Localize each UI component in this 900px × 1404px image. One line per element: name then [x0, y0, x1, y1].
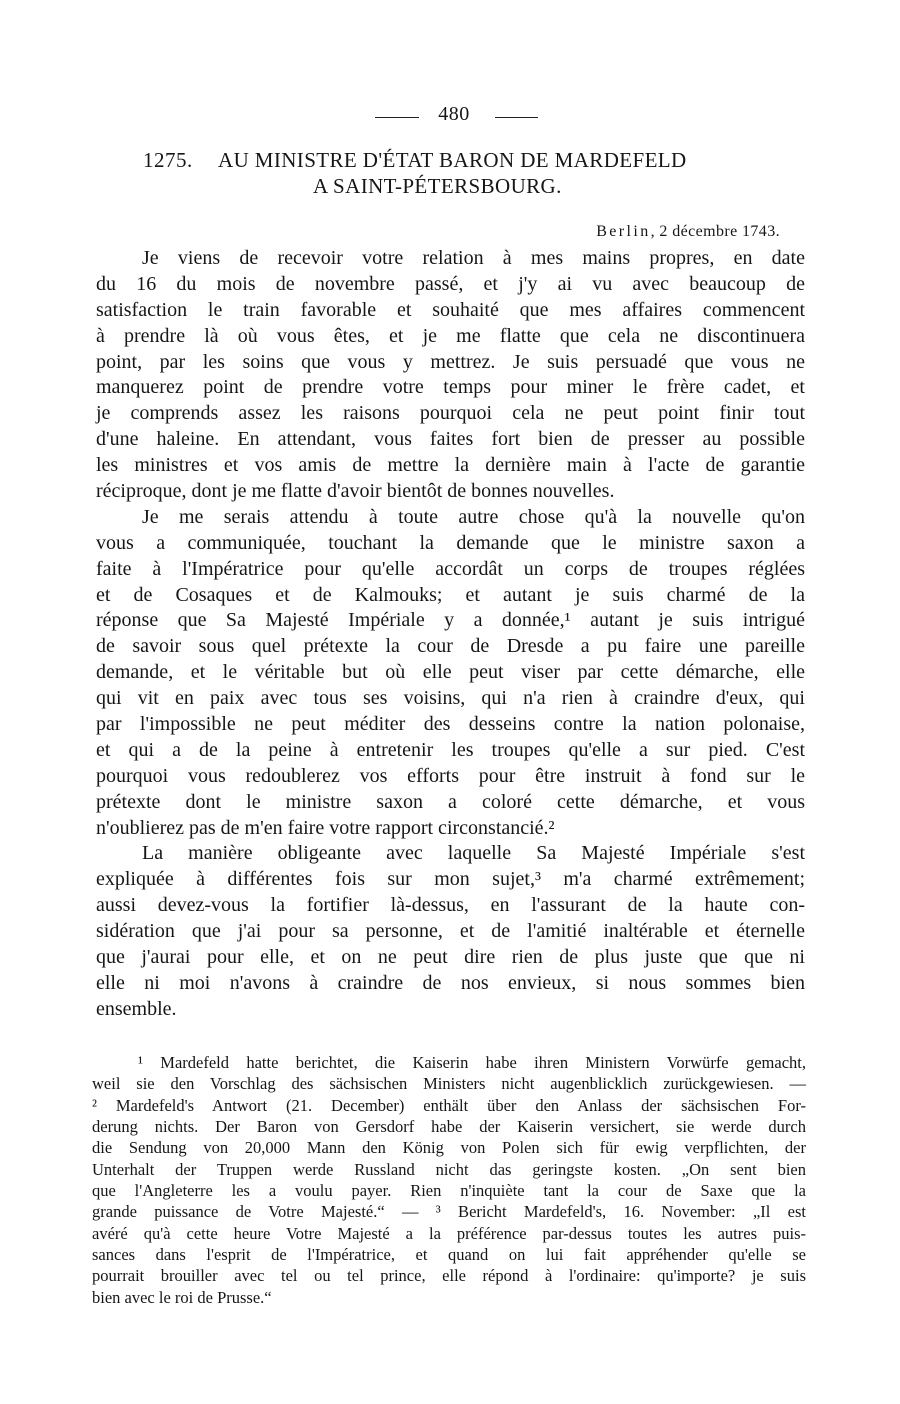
dateline-date: , 2 décembre 1743. [650, 223, 780, 240]
dateline-place: Berlin [596, 223, 651, 240]
footnote-line: derung nichts. Der Baron von Gersdorf habe der Kaiserin versichert, sie werde durch [92, 1117, 806, 1137]
text-line: prétexte dont le ministre saxon a coloré cette démarche, et vous [96, 790, 805, 813]
text-line: manquerez point de prendre votre temps pour miner le frère cadet, et [96, 376, 805, 399]
page-number-rule-left [375, 117, 419, 118]
footnote-line: grande puissance de Votre Majesté.“ — ³ Bericht Mardefeld's, 16. November: „Il est [92, 1202, 806, 1222]
text-line: point, par les soins que vous y mettrez. Je suis persuadé que vous ne [96, 350, 805, 373]
text-line: vous a communiquée, touchant la demande que le ministre saxon a [96, 531, 805, 554]
letter-number: 1275. [143, 148, 193, 172]
footnotes [92, 1052, 806, 1308]
footnote-line: ² Mardefeld's Antwort (21. December) enthält über den Anlass der sächsischen For- [92, 1095, 806, 1115]
paragraph-1 [96, 246, 805, 505]
text-line: satisfaction le train favorable et souhaité que mes affaires commencent [96, 298, 805, 321]
text-line: que j'aurai pour elle, et on ne peut dire rien de plus juste que que ni [96, 946, 805, 969]
text-line: et de Cosaques et de Kalmouks; et autant je suis charmé de la [96, 583, 805, 606]
footnote-line: ¹ Mardefeld hatte berichtet, die Kaiserin habe ihren Ministern Vorwürfe gemacht, [138, 1053, 806, 1072]
text-line: réponse que Sa Majesté Impériale y a donnée,¹ autant je suis intrigué [96, 609, 805, 632]
text-line: aussi devez-vous la fortifier là-dessus, en l'assurant de la haute con- [96, 894, 805, 917]
text-line: Je viens de recevoir votre relation à mes mains propres, en date [142, 247, 805, 269]
footnote-line: die Sendung von 20,000 Mann den König von Polen sich für ewig verpflichten, der [92, 1138, 806, 1158]
text-line: elle ni moi n'avons à craindre de nos envieux, si nous sommes bien [96, 971, 805, 994]
text-line: qui vit en paix avec tous ses voisins, qui n'a rien à craindre d'eux, qui [96, 687, 805, 710]
text-line: faite à l'Impératrice pour qu'elle accordât un corps de troupes réglées [96, 557, 805, 580]
heading-line-1: AU MINISTRE D'ÉTAT BARON DE MARDEFELD [218, 148, 687, 172]
text-line: La manière obligeante avec laquelle Sa Majesté Impériale s'est [142, 842, 805, 865]
text-line: sidération que j'ai pour sa personne, et de l'amitié inaltérable et éternelle [96, 920, 805, 943]
text-line: n'oublierez pas de m'en faire votre rapport circonstancié.² [96, 816, 555, 839]
paragraph-2 [96, 505, 805, 842]
text-line: Je me serais attendu à toute autre chose qu'à la nouvelle qu'on [142, 505, 805, 528]
footnote-line: que l'Angleterre les a voulu payer. Rien n'inquiète tant la cour de Saxe que la [92, 1181, 806, 1201]
text-line: de savoir sous quel prétexte la cour de Dresde a pu faire une pareille [96, 635, 805, 658]
letter-body [96, 246, 805, 1023]
text-line: pourquoi vous redoublerez vos efforts pour être instruit à fond sur le [96, 764, 805, 787]
text-line: et qui a de la peine à entretenir les troupes qu'elle a sur pied. C'est [96, 738, 805, 761]
footnote-line: bien avec le roi de Prusse.“ [92, 1287, 272, 1307]
text-line: réciproque, dont je me flatte d'avoir bientôt de bonnes nouvelles. [96, 480, 615, 503]
footnote-line: avéré qu'à cette heure Votre Majesté a la préférence par-dessus toutes les autres puis- [92, 1223, 806, 1243]
text-line: du 16 du mois de novembre passé, et j'y ai vu avec beaucoup de [96, 272, 805, 295]
text-line: à prendre là où vous êtes, et je me flatte que cela ne discontinuera [96, 324, 805, 347]
text-line: demande, et le véritable but où elle peut viser par cette démarche, elle [96, 661, 805, 684]
text-line: les ministres et vos amis de mettre la dernière main à l'acte de garantie [96, 454, 805, 477]
page-number: 480 [438, 103, 470, 125]
page-number-rule-right [495, 117, 538, 118]
footnote-line: weil sie den Vorschlag des sächsischen Ministers nicht augenblicklich zurückgewiesen. — [92, 1074, 806, 1094]
text-line: je comprends assez les raisons pourquoi cela ne peut point finir tout [96, 402, 805, 425]
footnote-line: Unterhalt der Truppen werde Russland nicht das geringste kosten. „On sent bien [92, 1159, 806, 1179]
text-line: expliquée à différentes fois sur mon sujet,³ m'a charmé extrêmement; [96, 868, 805, 891]
footnote-line: sances dans l'esprit de l'Impératrice, et quand on lui fait appréhender qu'elle se [92, 1245, 806, 1265]
text-line: par l'impossible ne peut méditer des desseins contre la nation polonaise, [96, 713, 805, 736]
paragraph-3 [96, 841, 805, 1022]
heading-line-2: A SAINT-PÉTERSBOURG. [313, 174, 562, 198]
dateline [596, 222, 780, 242]
text-line: d'une haleine. En attendant, vous faites fort bien de presser au possible [96, 428, 805, 451]
footnote-line: pourrait brouiller avec tel ou tel prince, elle répond à l'ordinaire: qu'importe? je suis [92, 1266, 806, 1286]
text-line: ensemble. [96, 997, 177, 1020]
